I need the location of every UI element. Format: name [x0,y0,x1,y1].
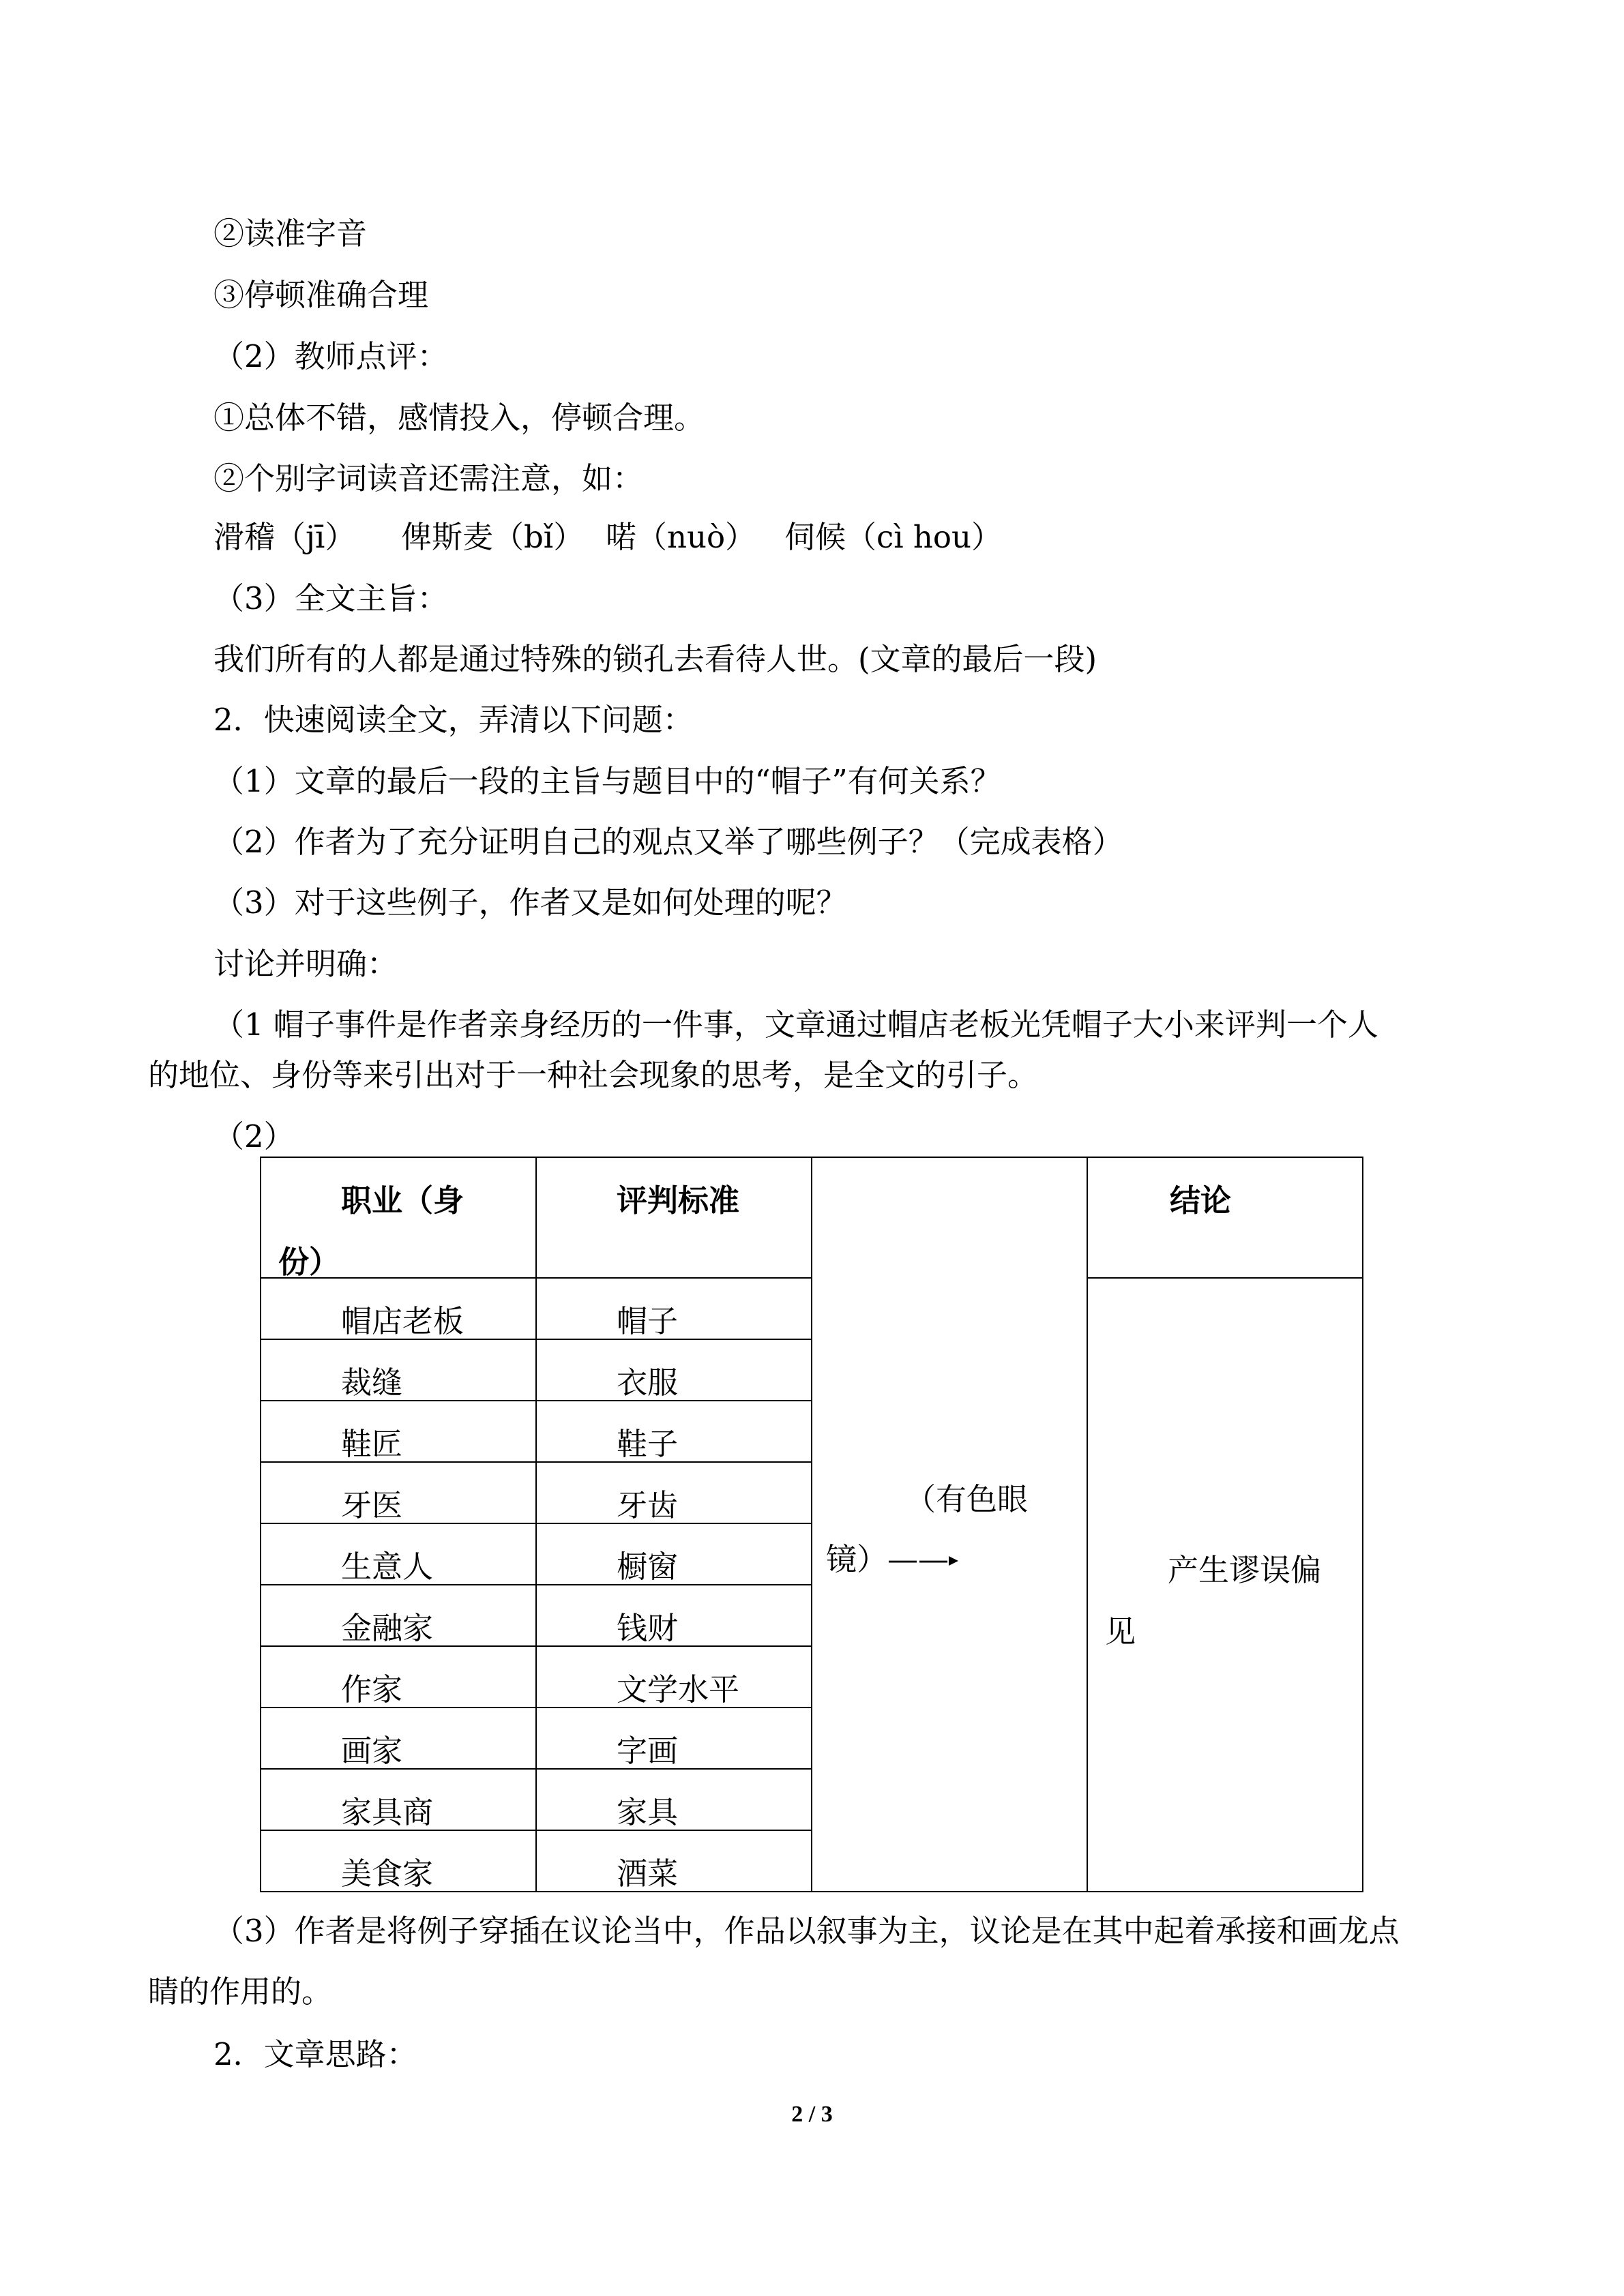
conclusion-cell: 产生谬误偏 见 [1087,1278,1363,1892]
text-line: ①总体不错，感情投入，停顿合理。 [213,400,705,436]
judgment-table [260,1157,1363,1892]
header-standard: 评判标准 [536,1157,812,1278]
text-line: （1 帽子事件是作者亲身经历的一件事，文章通过帽店老板光凭帽子大小来评判一个人 [213,1007,1378,1043]
arrow-icon [949,1556,958,1566]
table-cell-standard: 钱财 [536,1585,812,1646]
text-line: （3）全文主旨： [213,580,448,616]
table-cell-standard: 家具 [536,1769,812,1830]
header-occupation: 职业（身 份） [261,1157,536,1278]
table-cell-job: 画家 [261,1708,536,1769]
text-line: 我们所有的人都是通过特殊的锁孔去看待人世。(文章的最后一段) [213,641,1097,677]
text-line: 讨论并明确： [213,946,398,982]
table-cell-standard: 鞋子 [536,1401,812,1462]
table-cell-job: 生意人 [261,1523,536,1585]
text-line: 的地位、身份等来引出对于一种社会现象的思考，是全文的引子。 [148,1057,1039,1093]
table-cell-standard: 橱窗 [536,1523,812,1585]
text-line: （2）作者为了充分证明自己的观点又举了哪些例子？（完成表格） [213,824,1123,860]
text-line: 2．文章思路： [213,2036,417,2072]
table-cell-job: 家具商 [261,1769,536,1830]
text-line: 睛的作用的。 [148,1973,333,2010]
table-cell-standard: 帽子 [536,1278,812,1339]
text-line: ③停顿准确合理 [213,277,429,313]
table-cell-job: 裁缝 [261,1339,536,1401]
text-line: （3）对于这些例子，作者又是如何处理的呢？ [213,884,847,921]
middle-cell: （有色眼 镜）—— [812,1157,1087,1892]
table-cell-job: 鞋匠 [261,1401,536,1462]
table-cell-job: 帽店老板 [261,1278,536,1339]
text-line: （3）作者是将例子穿插在议论当中，作品以叙事为主，议论是在其中起着承接和画龙点 [213,1913,1400,1949]
table-cell-standard: 字画 [536,1708,812,1769]
table-cell-standard: 衣服 [536,1339,812,1401]
pinyin-line [213,517,1002,558]
text-line: （1）文章的最后一段的主旨与题目中的“帽子”有何关系？ [213,763,1001,799]
table-cell-standard: 文学水平 [536,1646,812,1708]
text-line: （2） [213,1118,295,1154]
text-line: ②个别字词读音还需注意，如： [213,460,644,496]
page-number: 2 / 3 [791,2102,833,2127]
pinyin-item: 喏（nuò） [606,519,756,555]
table-cell-job: 牙医 [261,1462,536,1523]
table-cell-job: 作家 [261,1646,536,1708]
table-cell-standard: 牙齿 [536,1462,812,1523]
pinyin-item: 俾斯麦（bǐ） [401,519,585,555]
table-cell-job: 金融家 [261,1585,536,1646]
pinyin-item: 伺候（cì hou） [784,519,1002,555]
text-line: ②读准字音 [213,215,368,252]
text-line: 2．快速阅读全文，弄清以下问题： [213,702,694,738]
text-line: （2）教师点评： [213,338,448,374]
pinyin-item: 滑稽（jī） [213,519,356,555]
header-conclusion: 结论 [1087,1157,1363,1278]
table-cell-job: 美食家 [261,1830,536,1892]
table-cell-standard: 酒菜 [536,1830,812,1892]
